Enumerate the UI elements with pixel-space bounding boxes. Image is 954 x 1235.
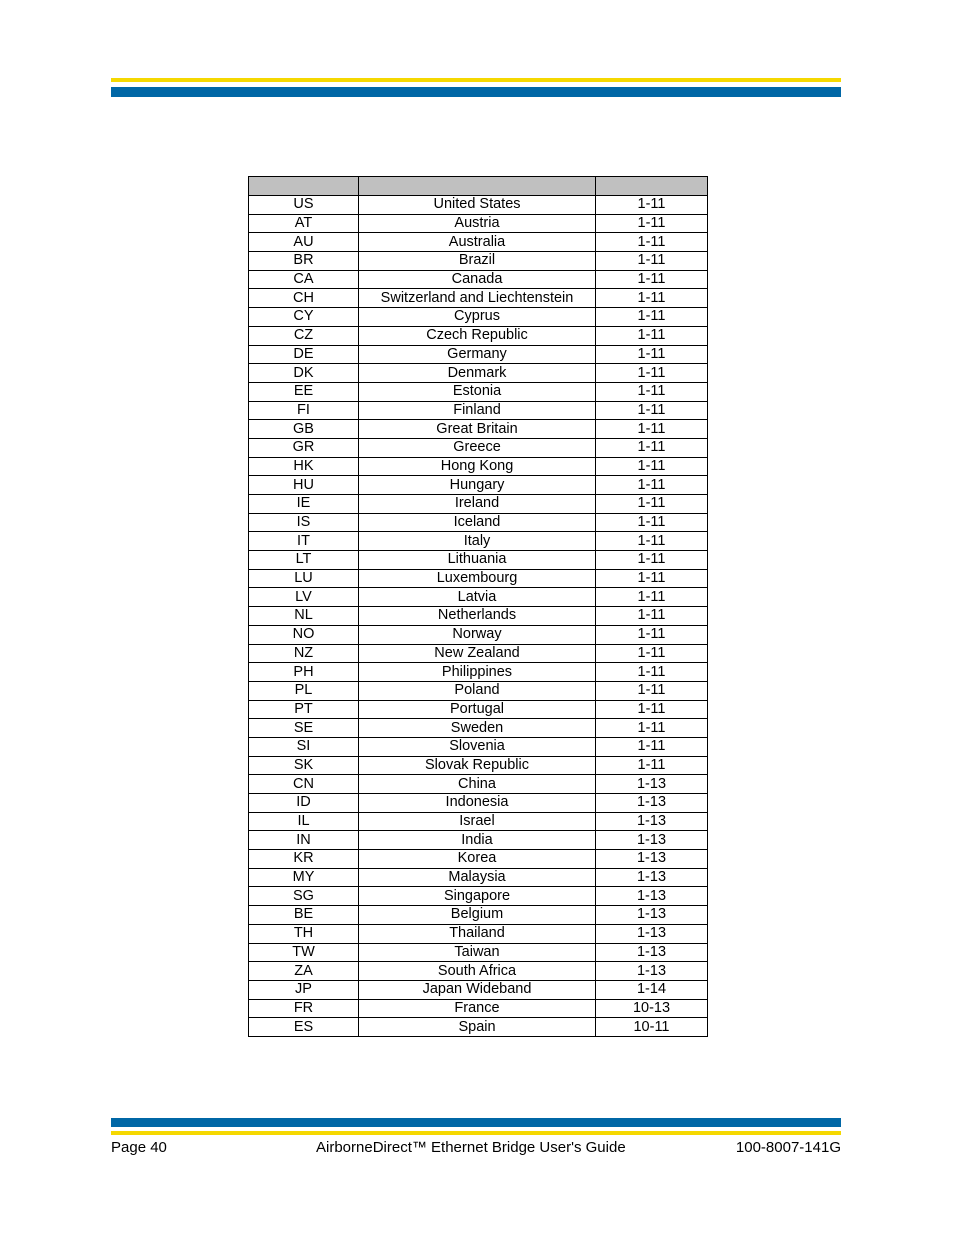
table-row xyxy=(249,588,708,607)
channel-range-cell: 1-13 xyxy=(596,924,708,943)
table-body xyxy=(249,196,708,1037)
table-row xyxy=(249,663,708,682)
table-row xyxy=(249,438,708,457)
table-row xyxy=(249,756,708,775)
country-code-cell: TW xyxy=(249,943,359,962)
channel-range-cell: 1-11 xyxy=(596,513,708,532)
channel-range-cell: 1-11 xyxy=(596,532,708,551)
table-row xyxy=(249,308,708,327)
channel-range-cell: 10-13 xyxy=(596,999,708,1018)
country-code-cell: IN xyxy=(249,831,359,850)
channel-range-cell: 1-11 xyxy=(596,326,708,345)
country-name-cell: Brazil xyxy=(359,252,596,271)
country-code-cell: CA xyxy=(249,270,359,289)
table-row xyxy=(249,719,708,738)
channel-range-cell: 1-13 xyxy=(596,962,708,981)
country-code-cell: NZ xyxy=(249,644,359,663)
country-name-cell: Sweden xyxy=(359,719,596,738)
table-row xyxy=(249,737,708,756)
country-name-cell: Malaysia xyxy=(359,868,596,887)
country-name-cell: Hong Kong xyxy=(359,457,596,476)
country-code-cell: MY xyxy=(249,868,359,887)
country-code-cell: BR xyxy=(249,252,359,271)
table-row xyxy=(249,569,708,588)
channel-range-cell: 1-11 xyxy=(596,308,708,327)
country-code-cell: IE xyxy=(249,495,359,514)
country-code-cell: ID xyxy=(249,794,359,813)
country-code-cell: ES xyxy=(249,1018,359,1037)
country-code-cell: NL xyxy=(249,607,359,626)
country-name-cell: Latvia xyxy=(359,588,596,607)
country-name-cell: Iceland xyxy=(359,513,596,532)
country-name-cell: Finland xyxy=(359,401,596,420)
table-row xyxy=(249,999,708,1018)
country-name-cell: New Zealand xyxy=(359,644,596,663)
header-yellow-rule xyxy=(111,78,841,82)
table-row xyxy=(249,532,708,551)
header-country xyxy=(359,177,596,196)
country-code-cell: KR xyxy=(249,850,359,869)
country-code-cell: HK xyxy=(249,457,359,476)
country-name-cell: Slovak Republic xyxy=(359,756,596,775)
country-code-cell: SG xyxy=(249,887,359,906)
country-name-cell: Philippines xyxy=(359,663,596,682)
country-name-cell: Singapore xyxy=(359,887,596,906)
header-channels xyxy=(596,177,708,196)
country-code-cell: TH xyxy=(249,924,359,943)
channel-range-cell: 1-13 xyxy=(596,812,708,831)
country-name-cell: Ireland xyxy=(359,495,596,514)
country-name-cell: Canada xyxy=(359,270,596,289)
country-code-cell: SK xyxy=(249,756,359,775)
country-name-cell: Norway xyxy=(359,625,596,644)
table-row xyxy=(249,345,708,364)
country-code-cell: CN xyxy=(249,775,359,794)
country-channel-table xyxy=(248,176,708,1037)
channel-range-cell: 1-13 xyxy=(596,868,708,887)
channel-range-cell: 1-11 xyxy=(596,607,708,626)
table-row xyxy=(249,495,708,514)
channel-range-cell: 1-11 xyxy=(596,551,708,570)
channel-range-cell: 1-11 xyxy=(596,476,708,495)
country-code-cell: FI xyxy=(249,401,359,420)
country-code-cell: PT xyxy=(249,700,359,719)
channel-range-cell: 1-11 xyxy=(596,270,708,289)
channel-range-cell: 1-11 xyxy=(596,719,708,738)
country-name-cell: France xyxy=(359,999,596,1018)
country-name-cell: Czech Republic xyxy=(359,326,596,345)
country-code-cell: SE xyxy=(249,719,359,738)
country-code-cell: GR xyxy=(249,438,359,457)
country-name-cell: Taiwan xyxy=(359,943,596,962)
table-header-row xyxy=(249,177,708,196)
country-code-cell: DK xyxy=(249,364,359,383)
country-name-cell: China xyxy=(359,775,596,794)
country-code-cell: EE xyxy=(249,382,359,401)
table-row xyxy=(249,943,708,962)
country-code-cell: BE xyxy=(249,906,359,925)
channel-range-cell: 1-11 xyxy=(596,700,708,719)
table-row xyxy=(249,812,708,831)
table-row xyxy=(249,270,708,289)
country-name-cell: Estonia xyxy=(359,382,596,401)
channel-range-cell: 1-11 xyxy=(596,625,708,644)
country-code-cell: CY xyxy=(249,308,359,327)
table-row xyxy=(249,887,708,906)
channel-range-cell: 1-11 xyxy=(596,681,708,700)
channel-range-cell: 1-11 xyxy=(596,438,708,457)
channel-range-cell: 1-11 xyxy=(596,663,708,682)
channel-range-cell: 1-11 xyxy=(596,364,708,383)
channel-range-cell: 1-11 xyxy=(596,756,708,775)
channel-range-cell: 1-11 xyxy=(596,345,708,364)
table-row xyxy=(249,644,708,663)
channel-range-cell: 1-11 xyxy=(596,569,708,588)
country-code-cell: LT xyxy=(249,551,359,570)
country-name-cell: Cyprus xyxy=(359,308,596,327)
table-row xyxy=(249,289,708,308)
table-row xyxy=(249,364,708,383)
table-row xyxy=(249,775,708,794)
country-name-cell: Great Britain xyxy=(359,420,596,439)
country-name-cell: Austria xyxy=(359,214,596,233)
footer-yellow-rule xyxy=(111,1131,841,1135)
country-name-cell: Luxembourg xyxy=(359,569,596,588)
document-number: 100-8007-141G xyxy=(735,1139,841,1156)
country-name-cell: Spain xyxy=(359,1018,596,1037)
country-code-cell: HU xyxy=(249,476,359,495)
table-row xyxy=(249,962,708,981)
country-code-cell: JP xyxy=(249,980,359,999)
country-name-cell: Thailand xyxy=(359,924,596,943)
country-code-cell: LV xyxy=(249,588,359,607)
country-code-cell: PH xyxy=(249,663,359,682)
channel-range-cell: 1-11 xyxy=(596,457,708,476)
country-code-cell: GB xyxy=(249,420,359,439)
channel-range-cell: 1-13 xyxy=(596,794,708,813)
country-code-cell: DE xyxy=(249,345,359,364)
channel-range-cell: 1-11 xyxy=(596,644,708,663)
country-name-cell: Belgium xyxy=(359,906,596,925)
channel-range-cell: 1-11 xyxy=(596,289,708,308)
channel-range-cell: 1-13 xyxy=(596,831,708,850)
table-row xyxy=(249,326,708,345)
country-code-cell: IL xyxy=(249,812,359,831)
country-name-cell: Germany xyxy=(359,345,596,364)
table-row xyxy=(249,420,708,439)
header-code xyxy=(249,177,359,196)
table-row xyxy=(249,252,708,271)
country-name-cell: Indonesia xyxy=(359,794,596,813)
country-name-cell: Israel xyxy=(359,812,596,831)
table-row xyxy=(249,980,708,999)
table-row xyxy=(249,196,708,215)
footer-blue-rule xyxy=(111,1118,841,1127)
channel-range-cell: 1-11 xyxy=(596,233,708,252)
country-code-cell: IS xyxy=(249,513,359,532)
table-row xyxy=(249,868,708,887)
country-code-cell: FR xyxy=(249,999,359,1018)
table-row xyxy=(249,476,708,495)
country-name-cell: Italy xyxy=(359,532,596,551)
country-name-cell: Lithuania xyxy=(359,551,596,570)
channel-range-cell: 1-11 xyxy=(596,420,708,439)
country-name-cell: India xyxy=(359,831,596,850)
channel-range-cell: 1-11 xyxy=(596,401,708,420)
country-code-cell: NO xyxy=(249,625,359,644)
channel-range-cell: 1-11 xyxy=(596,495,708,514)
channel-range-cell: 1-13 xyxy=(596,906,708,925)
country-name-cell: Switzerland and Liechtenstein xyxy=(359,289,596,308)
table-row xyxy=(249,924,708,943)
table-row xyxy=(249,214,708,233)
country-name-cell: Japan Wideband xyxy=(359,980,596,999)
table-row xyxy=(249,382,708,401)
channel-range-cell: 1-11 xyxy=(596,382,708,401)
table-row xyxy=(249,401,708,420)
channel-range-cell: 10-11 xyxy=(596,1018,708,1037)
country-code-cell: US xyxy=(249,196,359,215)
country-code-cell: CZ xyxy=(249,326,359,345)
country-name-cell: Netherlands xyxy=(359,607,596,626)
table-row xyxy=(249,1018,708,1037)
country-name-cell: Denmark xyxy=(359,364,596,383)
table-row xyxy=(249,607,708,626)
table-row xyxy=(249,906,708,925)
country-code-cell: CH xyxy=(249,289,359,308)
country-code-cell: IT xyxy=(249,532,359,551)
table-row xyxy=(249,551,708,570)
country-name-cell: South Africa xyxy=(359,962,596,981)
country-name-cell: Slovenia xyxy=(359,737,596,756)
document-title: AirborneDirect™ Ethernet Bridge User's Guide xyxy=(316,1139,626,1156)
table-row xyxy=(249,850,708,869)
channel-range-cell: 1-13 xyxy=(596,887,708,906)
country-name-cell: Korea xyxy=(359,850,596,869)
country-code-cell: LU xyxy=(249,569,359,588)
table-row xyxy=(249,681,708,700)
table-row xyxy=(249,794,708,813)
table-row xyxy=(249,700,708,719)
country-code-cell: AT xyxy=(249,214,359,233)
country-code-cell: PL xyxy=(249,681,359,700)
country-code-cell: SI xyxy=(249,737,359,756)
channel-range-cell: 1-11 xyxy=(596,252,708,271)
header-blue-rule xyxy=(111,87,841,97)
country-name-cell: United States xyxy=(359,196,596,215)
channel-range-cell: 1-13 xyxy=(596,943,708,962)
channel-range-cell: 1-14 xyxy=(596,980,708,999)
table-row xyxy=(249,457,708,476)
channel-range-cell: 1-11 xyxy=(596,196,708,215)
table-row xyxy=(249,233,708,252)
country-name-cell: Greece xyxy=(359,438,596,457)
channel-range-cell: 1-13 xyxy=(596,775,708,794)
table-row xyxy=(249,513,708,532)
country-name-cell: Australia xyxy=(359,233,596,252)
channel-range-cell: 1-11 xyxy=(596,588,708,607)
country-name-cell: Hungary xyxy=(359,476,596,495)
channel-range-cell: 1-13 xyxy=(596,850,708,869)
channel-range-cell: 1-11 xyxy=(596,214,708,233)
channel-range-cell: 1-11 xyxy=(596,737,708,756)
page-number: Page 40 xyxy=(111,1139,167,1156)
country-name-cell: Poland xyxy=(359,681,596,700)
country-code-cell: AU xyxy=(249,233,359,252)
country-name-cell: Portugal xyxy=(359,700,596,719)
table-row xyxy=(249,831,708,850)
country-code-cell: ZA xyxy=(249,962,359,981)
table-row xyxy=(249,625,708,644)
